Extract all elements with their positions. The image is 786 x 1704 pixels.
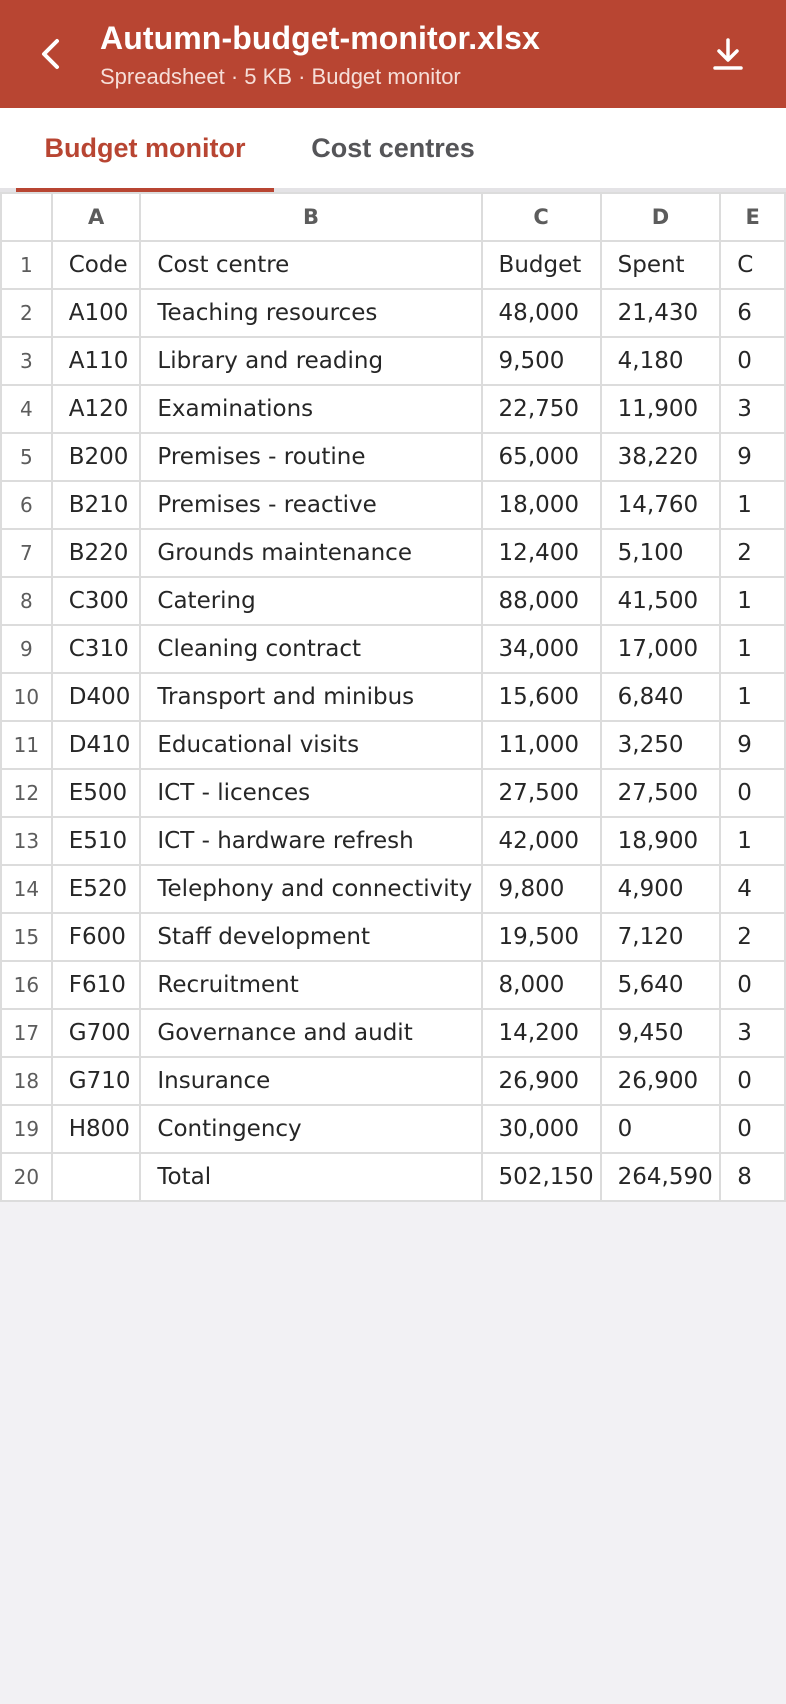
cell-d9[interactable]: 17,000 <box>601 625 721 673</box>
cell-a20[interactable] <box>52 1153 141 1201</box>
row-header[interactable]: 2 <box>1 289 52 337</box>
cell-d17[interactable]: 9,450 <box>601 1009 721 1057</box>
cell-c11[interactable]: 11,000 <box>482 721 601 769</box>
cell-e18[interactable]: 0 <box>720 1057 785 1105</box>
row-header[interactable]: 8 <box>1 577 52 625</box>
cell-a16[interactable]: F610 <box>52 961 141 1009</box>
cell-c13[interactable]: 42,000 <box>482 817 601 865</box>
row-header[interactable]: 9 <box>1 625 52 673</box>
cell-a11[interactable]: D410 <box>52 721 141 769</box>
table-row <box>1 817 785 865</box>
row-header[interactable]: 20 <box>1 1153 52 1201</box>
cell-d19[interactable]: 0 <box>601 1105 721 1153</box>
cell-d11[interactable]: 3,250 <box>601 721 721 769</box>
cell-b3[interactable]: Library and reading <box>140 337 481 385</box>
cell-e3[interactable]: 0 <box>720 337 785 385</box>
row-header[interactable]: 6 <box>1 481 52 529</box>
cell-d16[interactable]: 5,640 <box>601 961 721 1009</box>
cell-d4[interactable]: 11,900 <box>601 385 721 433</box>
row-header[interactable]: 17 <box>1 1009 52 1057</box>
table-row <box>1 289 785 337</box>
column-header-row <box>1 193 785 241</box>
cell-b18[interactable]: Insurance <box>140 1057 481 1105</box>
row-header[interactable]: 19 <box>1 1105 52 1153</box>
cell-a3[interactable]: A110 <box>52 337 141 385</box>
table-row <box>1 337 785 385</box>
table-row <box>1 433 785 481</box>
cell-d15[interactable]: 7,120 <box>601 913 721 961</box>
cell-b13[interactable]: ICT - hardware refresh <box>140 817 481 865</box>
cell-e5[interactable]: 9 <box>720 433 785 481</box>
table-row <box>1 1009 785 1057</box>
cell-c18[interactable]: 26,900 <box>482 1057 601 1105</box>
tab-cost-centres[interactable]: Cost centres <box>311 132 475 163</box>
row-header[interactable]: 4 <box>1 385 52 433</box>
chevron-left-icon <box>38 36 62 72</box>
file-subtitle: Spreadsheet · 5 KB · Budget monitor <box>100 64 461 89</box>
table-row <box>1 721 785 769</box>
table-row <box>1 385 785 433</box>
column-header-b[interactable]: B <box>140 193 481 241</box>
cell-b11[interactable]: Educational visits <box>140 721 481 769</box>
cell-b10[interactable]: Transport and minibus <box>140 673 481 721</box>
row-header[interactable]: 10 <box>1 673 52 721</box>
cell-e4[interactable]: 3 <box>720 385 785 433</box>
cell-a19[interactable]: H800 <box>52 1105 141 1153</box>
table-row <box>1 625 785 673</box>
column-header-e[interactable]: E <box>720 193 785 241</box>
column-header-a[interactable]: A <box>52 193 141 241</box>
table-row <box>1 961 785 1009</box>
corner-cell[interactable] <box>1 193 52 241</box>
cell-e17[interactable]: 3 <box>720 1009 785 1057</box>
cell-d20[interactable]: 264,590 <box>601 1153 721 1201</box>
row-header[interactable]: 1 <box>1 241 52 289</box>
table-row <box>1 1105 785 1153</box>
cell-a10[interactable]: D400 <box>52 673 141 721</box>
cell-d18[interactable]: 26,900 <box>601 1057 721 1105</box>
cell-d1[interactable]: Spent <box>601 241 721 289</box>
table-row <box>1 241 785 289</box>
spreadsheet-table <box>0 192 786 1202</box>
back-button[interactable] <box>28 28 72 80</box>
cell-c10[interactable]: 15,600 <box>482 673 601 721</box>
cell-c20[interactable]: 502,150 <box>482 1153 601 1201</box>
cell-d7[interactable]: 5,100 <box>601 529 721 577</box>
cell-e6[interactable]: 1 <box>720 481 785 529</box>
cell-c12[interactable]: 27,500 <box>482 769 601 817</box>
row-header[interactable]: 11 <box>1 721 52 769</box>
app-bar <box>0 0 786 108</box>
cell-b14[interactable]: Telephony and connectivity <box>140 865 481 913</box>
cell-d2[interactable]: 21,430 <box>601 289 721 337</box>
table-row <box>1 673 785 721</box>
cell-a2[interactable]: A100 <box>52 289 141 337</box>
cell-e12[interactable]: 0 <box>720 769 785 817</box>
cell-c17[interactable]: 14,200 <box>482 1009 601 1057</box>
cell-e16[interactable]: 0 <box>720 961 785 1009</box>
cell-e15[interactable]: 2 <box>720 913 785 961</box>
cell-b7[interactable]: Grounds maintenance <box>140 529 481 577</box>
cell-e10[interactable]: 1 <box>720 673 785 721</box>
row-header[interactable]: 18 <box>1 1057 52 1105</box>
row-header[interactable]: 15 <box>1 913 52 961</box>
cell-b2[interactable]: Teaching resources <box>140 289 481 337</box>
cell-b5[interactable]: Premises - routine <box>140 433 481 481</box>
row-header[interactable]: 16 <box>1 961 52 1009</box>
cell-b19[interactable]: Contingency <box>140 1105 481 1153</box>
cell-a14[interactable]: E520 <box>52 865 141 913</box>
cell-d8[interactable]: 41,500 <box>601 577 721 625</box>
cell-a15[interactable]: F600 <box>52 913 141 961</box>
sheet-tabs <box>0 108 786 192</box>
cell-a9[interactable]: C310 <box>52 625 141 673</box>
row-header[interactable]: 5 <box>1 433 52 481</box>
table-row <box>1 865 785 913</box>
cell-a5[interactable]: B200 <box>52 433 141 481</box>
cell-e20[interactable]: 8 <box>720 1153 785 1201</box>
file-title: Autumn-budget-monitor.xlsx <box>100 20 540 56</box>
cell-c14[interactable]: 9,800 <box>482 865 601 913</box>
cell-e13[interactable]: 1 <box>720 817 785 865</box>
table-row <box>1 1057 785 1105</box>
row-header[interactable]: 14 <box>1 865 52 913</box>
column-header-d[interactable]: D <box>601 193 721 241</box>
download-button[interactable] <box>700 30 756 80</box>
cell-e14[interactable]: 4 <box>720 865 785 913</box>
cell-b9[interactable]: Cleaning contract <box>140 625 481 673</box>
table-row <box>1 481 785 529</box>
cell-d14[interactable]: 4,900 <box>601 865 721 913</box>
cell-d5[interactable]: 38,220 <box>601 433 721 481</box>
row-header[interactable]: 13 <box>1 817 52 865</box>
cell-c2[interactable]: 48,000 <box>482 289 601 337</box>
cell-d12[interactable]: 27,500 <box>601 769 721 817</box>
cell-a18[interactable]: G710 <box>52 1057 141 1105</box>
cell-d6[interactable]: 14,760 <box>601 481 721 529</box>
cell-b17[interactable]: Governance and audit <box>140 1009 481 1057</box>
cell-e1[interactable]: C <box>720 241 785 289</box>
cell-c7[interactable]: 12,400 <box>482 529 601 577</box>
cell-a7[interactable]: B220 <box>52 529 141 577</box>
cell-e8[interactable]: 1 <box>720 577 785 625</box>
cell-c6[interactable]: 18,000 <box>482 481 601 529</box>
cell-c19[interactable]: 30,000 <box>482 1105 601 1153</box>
cell-a6[interactable]: B210 <box>52 481 141 529</box>
cell-b1[interactable]: Cost centre <box>140 241 481 289</box>
tab-budget-monitor[interactable]: Budget monitor <box>16 108 274 188</box>
cell-e2[interactable]: 6 <box>720 289 785 337</box>
table-row <box>1 529 785 577</box>
row-header[interactable]: 7 <box>1 529 52 577</box>
cell-c16[interactable]: 8,000 <box>482 961 601 1009</box>
cell-c5[interactable]: 65,000 <box>482 433 601 481</box>
column-header-c[interactable]: C <box>482 193 601 241</box>
cell-d3[interactable]: 4,180 <box>601 337 721 385</box>
cell-b20[interactable]: Total <box>140 1153 481 1201</box>
cell-a1[interactable]: Code <box>52 241 141 289</box>
row-header[interactable]: 3 <box>1 337 52 385</box>
cell-e11[interactable]: 9 <box>720 721 785 769</box>
cell-d13[interactable]: 18,900 <box>601 817 721 865</box>
cell-a4[interactable]: A120 <box>52 385 141 433</box>
cell-c4[interactable]: 22,750 <box>482 385 601 433</box>
row-header[interactable]: 12 <box>1 769 52 817</box>
cell-c8[interactable]: 88,000 <box>482 577 601 625</box>
cell-a12[interactable]: E500 <box>52 769 141 817</box>
table-row <box>1 577 785 625</box>
cell-a17[interactable]: G700 <box>52 1009 141 1057</box>
cell-c1[interactable]: Budget <box>482 241 601 289</box>
cell-b6[interactable]: Premises - reactive <box>140 481 481 529</box>
table-row <box>1 1153 785 1201</box>
cell-d10[interactable]: 6,840 <box>601 673 721 721</box>
cell-e9[interactable]: 1 <box>720 625 785 673</box>
cell-b12[interactable]: ICT - licences <box>140 769 481 817</box>
cell-e7[interactable]: 2 <box>720 529 785 577</box>
cell-a8[interactable]: C300 <box>52 577 141 625</box>
cell-c9[interactable]: 34,000 <box>482 625 601 673</box>
table-row <box>1 913 785 961</box>
cell-e19[interactable]: 0 <box>720 1105 785 1153</box>
cell-b16[interactable]: Recruitment <box>140 961 481 1009</box>
cell-c3[interactable]: 9,500 <box>482 337 601 385</box>
cell-b15[interactable]: Staff development <box>140 913 481 961</box>
cell-b8[interactable]: Catering <box>140 577 481 625</box>
cell-c15[interactable]: 19,500 <box>482 913 601 961</box>
cell-a13[interactable]: E510 <box>52 817 141 865</box>
table-row <box>1 769 785 817</box>
cell-b4[interactable]: Examinations <box>140 385 481 433</box>
download-icon <box>712 37 744 73</box>
spreadsheet-grid[interactable] <box>0 192 786 1282</box>
